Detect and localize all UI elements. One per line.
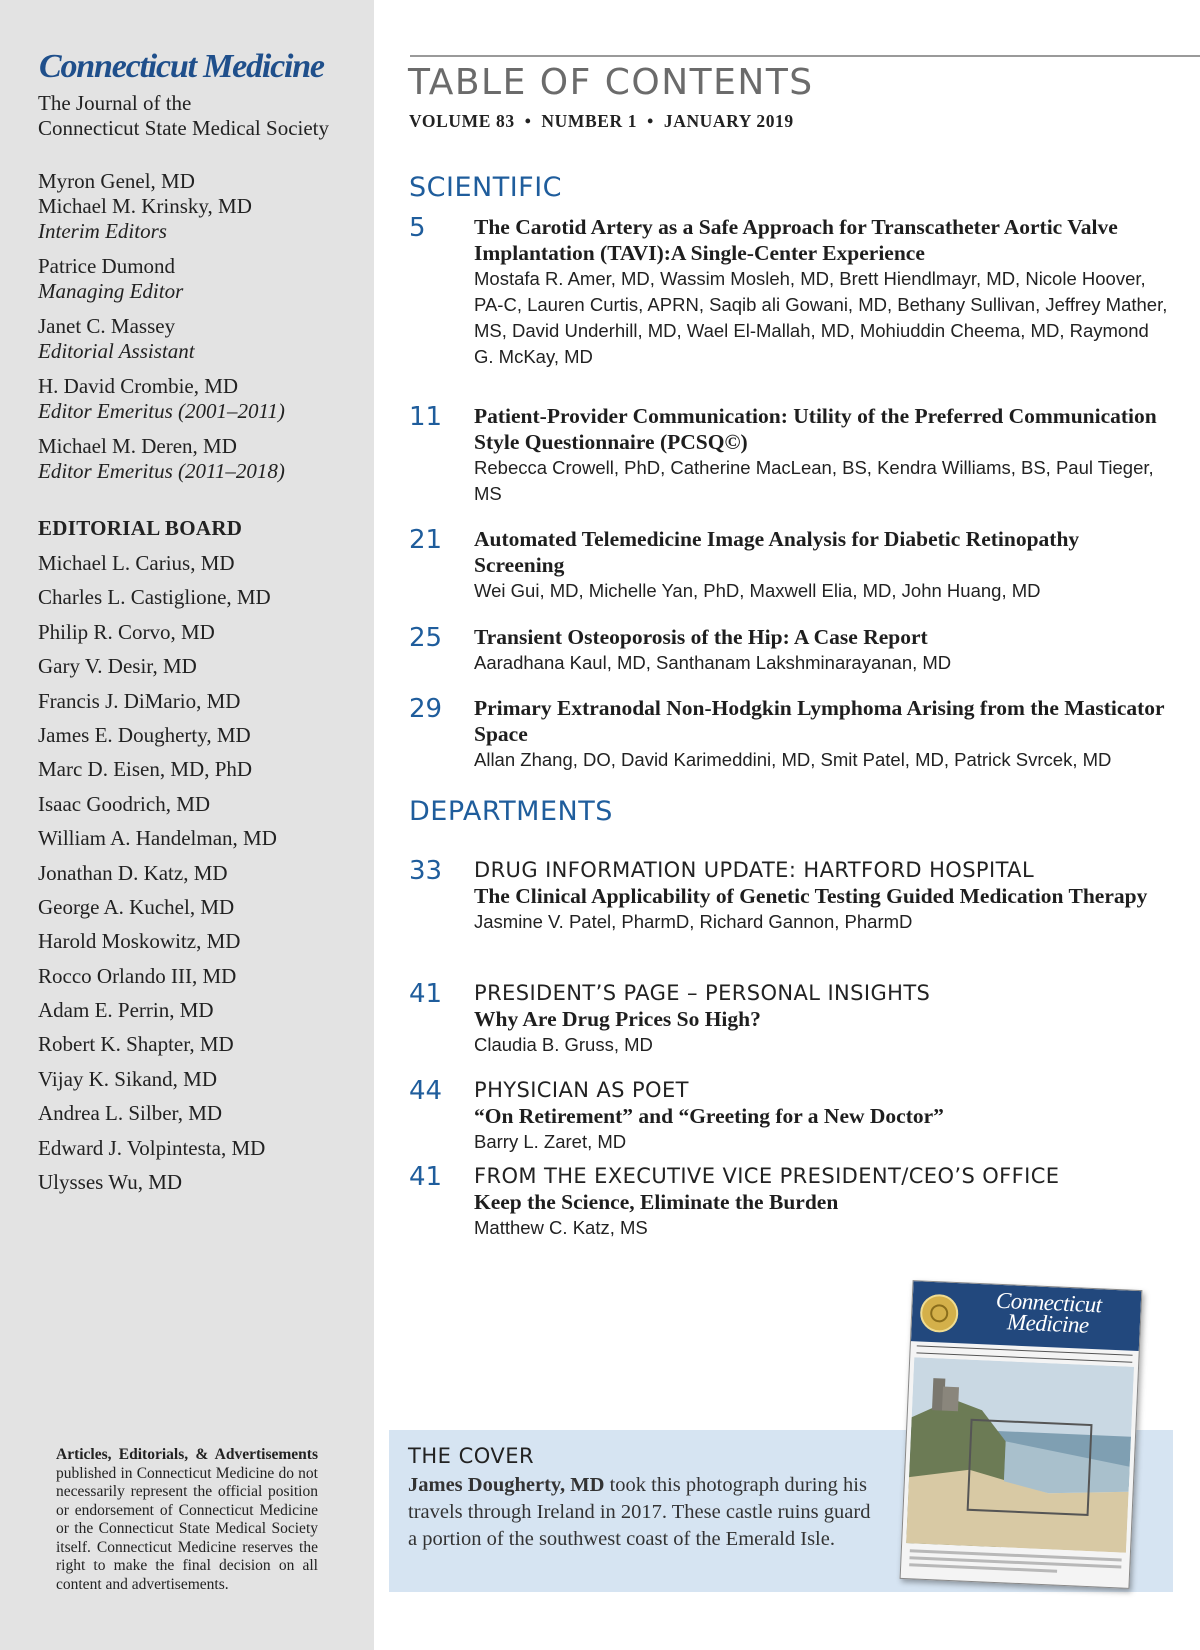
cover-photo <box>906 1357 1134 1552</box>
board-member: Edward J. Volpintesta, MD <box>38 1135 266 1160</box>
editor-name: Myron Genel, MD <box>38 169 195 193</box>
department-name: PHYSICIAN AS POET <box>474 1078 689 1102</box>
disclaimer-lead: Articles, Editorials, & Advertisements <box>56 1446 318 1463</box>
cover-label: THE COVER <box>408 1444 535 1468</box>
department-entry <box>409 1163 1169 1241</box>
editorial-sidebar <box>0 0 374 1650</box>
departments-heading: DEPARTMENTS <box>409 796 613 827</box>
board-member: Philip R. Corvo, MD <box>38 619 215 644</box>
article-authors: Aaradhana Kaul, MD, Santhanam Lakshminarayanan, MD <box>474 652 952 673</box>
page-number: 5 <box>409 213 426 243</box>
entry-body <box>474 1163 1169 1241</box>
editor-role: Editor Emeritus (2011–2018) <box>38 459 285 483</box>
article-title: Why Are Drug Prices So High? <box>474 1007 761 1031</box>
editor-block <box>38 254 358 304</box>
cover-photographer: James Dougherty, MD <box>408 1474 605 1496</box>
editor-name: Janet C. Massey <box>38 314 176 338</box>
article-title: Transient Osteoporosis of the Hip: A Case Report <box>474 625 928 649</box>
article-authors: Barry L. Zaret, MD <box>474 1131 627 1152</box>
board-member: Andrea L. Silber, MD <box>38 1101 223 1126</box>
cover-thumbnail <box>900 1280 1143 1589</box>
editor-block <box>38 434 358 484</box>
page-number: 29 <box>409 694 443 724</box>
top-rule <box>410 55 1200 57</box>
volume: VOLUME 83 <box>409 111 515 131</box>
department-entry <box>409 857 1169 935</box>
board-member: James E. Dougherty, MD <box>38 722 251 747</box>
board-member: Gary V. Desir, MD <box>38 654 197 679</box>
entry-body <box>474 214 1169 370</box>
department-entry <box>409 1077 1169 1155</box>
editor-role: Editor Emeritus (2001–2011) <box>38 399 285 423</box>
thumbnail-caption-lines <box>909 1549 1122 1579</box>
board-member: Vijay K. Sikand, MD <box>38 1066 217 1091</box>
disclaimer <box>56 1446 318 1594</box>
cover-description <box>408 1472 878 1553</box>
article-title: Automated Telemedicine Image Analysis for Diabetic Retinopathy Screening <box>474 527 1080 577</box>
journal-title: Connecticut Medicine <box>39 48 324 85</box>
separator-dot: • <box>647 111 654 131</box>
editorial-board-heading: EDITORIAL BOARD <box>38 516 243 540</box>
article-entry <box>409 624 1169 676</box>
thumbnail-title-line: Connecticut <box>995 1287 1103 1318</box>
page-number: 41 <box>409 1162 443 1192</box>
editor-name: Michael M. Deren, MD <box>38 434 237 458</box>
editor-name: H. David Crombie, MD <box>38 374 239 398</box>
board-member: Jonathan D. Katz, MD <box>38 860 228 885</box>
article-authors: Wei Gui, MD, Michelle Yan, PhD, Maxwell Elia, MD, John Huang, MD <box>474 580 1041 601</box>
board-member: Charles L. Castiglione, MD <box>38 585 271 610</box>
editor-block <box>38 374 358 424</box>
article-authors: Claudia B. Gruss, MD <box>474 1034 653 1055</box>
editor-block <box>38 169 358 244</box>
scientific-heading: SCIENTIFIC <box>409 172 563 203</box>
editor-name: Michael M. Krinsky, MD <box>38 194 252 218</box>
editors-list <box>38 169 358 494</box>
entry-body <box>474 526 1169 604</box>
department-name: DRUG INFORMATION UPDATE: HARTFORD HOSPITAL <box>474 858 1035 882</box>
board-member: Ulysses Wu, MD <box>38 1170 183 1195</box>
thumbnail-title <box>961 1288 1135 1337</box>
issue-info <box>409 111 794 132</box>
entry-body <box>474 857 1169 935</box>
editorial-board-list <box>38 546 277 1199</box>
article-authors: Allan Zhang, DO, David Karimeddini, MD, Smit Patel, MD, Patrick Svrcek, MD <box>474 749 1112 770</box>
thumbnail-title-line: Medicine <box>1006 1309 1090 1338</box>
article-title: Keep the Science, Eliminate the Burden <box>474 1190 839 1214</box>
issue-number: NUMBER 1 <box>541 111 638 131</box>
board-member: Adam E. Perrin, MD <box>38 998 214 1023</box>
article-title: The Carotid Artery as a Safe Approach for Transcatheter Aortic Valve Implantation (TAVI):A Single-Center Experience <box>474 215 1118 265</box>
separator-dot: • <box>524 111 532 131</box>
board-member: George A. Kuchel, MD <box>38 894 235 919</box>
article-title: The Clinical Applicability of Genetic Testing Guided Medication Therapy <box>474 884 1148 908</box>
article-authors: Jasmine V. Patel, PharmD, Richard Gannon, PharmD <box>474 911 913 932</box>
article-title: Patient-Provider Communication: Utility of the Preferred Communication Style Questionnaire (PCSQ©) <box>474 404 1157 454</box>
department-name: PRESIDENT’S PAGE – PERSONAL INSIGHTS <box>474 981 931 1005</box>
article-title: “On Retirement” and “Greeting for a New Doctor” <box>474 1104 944 1128</box>
article-entry <box>409 695 1169 773</box>
editor-block <box>38 314 358 364</box>
page-title: TABLE OF CONTENTS <box>408 62 814 103</box>
article-entry <box>409 403 1169 507</box>
entry-body <box>474 624 1169 676</box>
issue-date: JANUARY 2019 <box>663 111 794 131</box>
page-number: 21 <box>409 525 443 555</box>
article-title: Primary Extranodal Non-Hodgkin Lymphoma Arising from the Masticator Space <box>474 696 1165 746</box>
board-member: Harold Moskowitz, MD <box>38 929 241 954</box>
board-member: Francis J. DiMario, MD <box>38 688 241 713</box>
article-authors: Rebecca Crowell, PhD, Catherine MacLean, BS, Kendra Williams, BS, Paul Tieger, MS <box>474 457 1154 504</box>
article-authors: Mostafa R. Amer, MD, Wassim Mosleh, MD, Brett Hiendlmayr, MD, Nicole Hoover, PA-C, Lauren Curtis, APRN, Saqib ali Gowani, MD, Bethany Sullivan, Jeffrey Mather, MS, David Underhill, MD, Wael El-Mallah, MD, Mohiuddin Cheema, MD, Raymond G. McKay, MD <box>474 268 1168 367</box>
editor-name: Patrice Dumond <box>38 254 176 278</box>
page-number: 25 <box>409 623 443 653</box>
board-member: William A. Handelman, MD <box>38 826 277 851</box>
journal-subtitle <box>38 91 329 141</box>
entry-body <box>474 403 1169 507</box>
entry-body <box>474 1077 1169 1155</box>
editor-role: Interim Editors <box>38 219 167 243</box>
board-member: Michael L. Carius, MD <box>38 551 235 575</box>
editor-role: Managing Editor <box>38 279 184 303</box>
board-member: Marc D. Eisen, MD, PhD <box>38 757 253 782</box>
article-entry <box>409 214 1169 370</box>
page-number: 33 <box>409 856 443 886</box>
disclaimer-text: published in Connecticut Medicine do not necessarily represent the official position or endorsement of Connecticut Medicine or the Connecticut State Medical Society itself. Connecticut Medicine reserves the right to make the final decision on all content and advertisements. <box>56 1464 318 1593</box>
journal-subtitle-line: The Journal of the <box>38 91 192 115</box>
entry-body <box>474 695 1169 773</box>
board-member: Rocco Orlando III, MD <box>38 963 237 988</box>
entry-body <box>474 980 1169 1058</box>
article-entry <box>409 526 1169 604</box>
editor-role: Editorial Assistant <box>38 339 195 363</box>
board-member: Isaac Goodrich, MD <box>38 791 211 816</box>
journal-subtitle-line: Connecticut State Medical Society <box>38 116 330 140</box>
department-name: FROM THE EXECUTIVE VICE PRESIDENT/CEO’S OFFICE <box>474 1164 1060 1188</box>
article-authors: Matthew C. Katz, MS <box>474 1217 648 1238</box>
board-member: Robert K. Shapter, MD <box>38 1032 234 1057</box>
page-number: 11 <box>409 402 443 432</box>
cover-caption: took this photograph during his travels through Ireland in 2017. These castle ruins guard a portion of the southwest coast of the Emerald Isle. <box>408 1474 871 1550</box>
page-number: 44 <box>409 1076 443 1106</box>
department-entry <box>409 980 1169 1058</box>
page-number: 41 <box>409 979 443 1009</box>
